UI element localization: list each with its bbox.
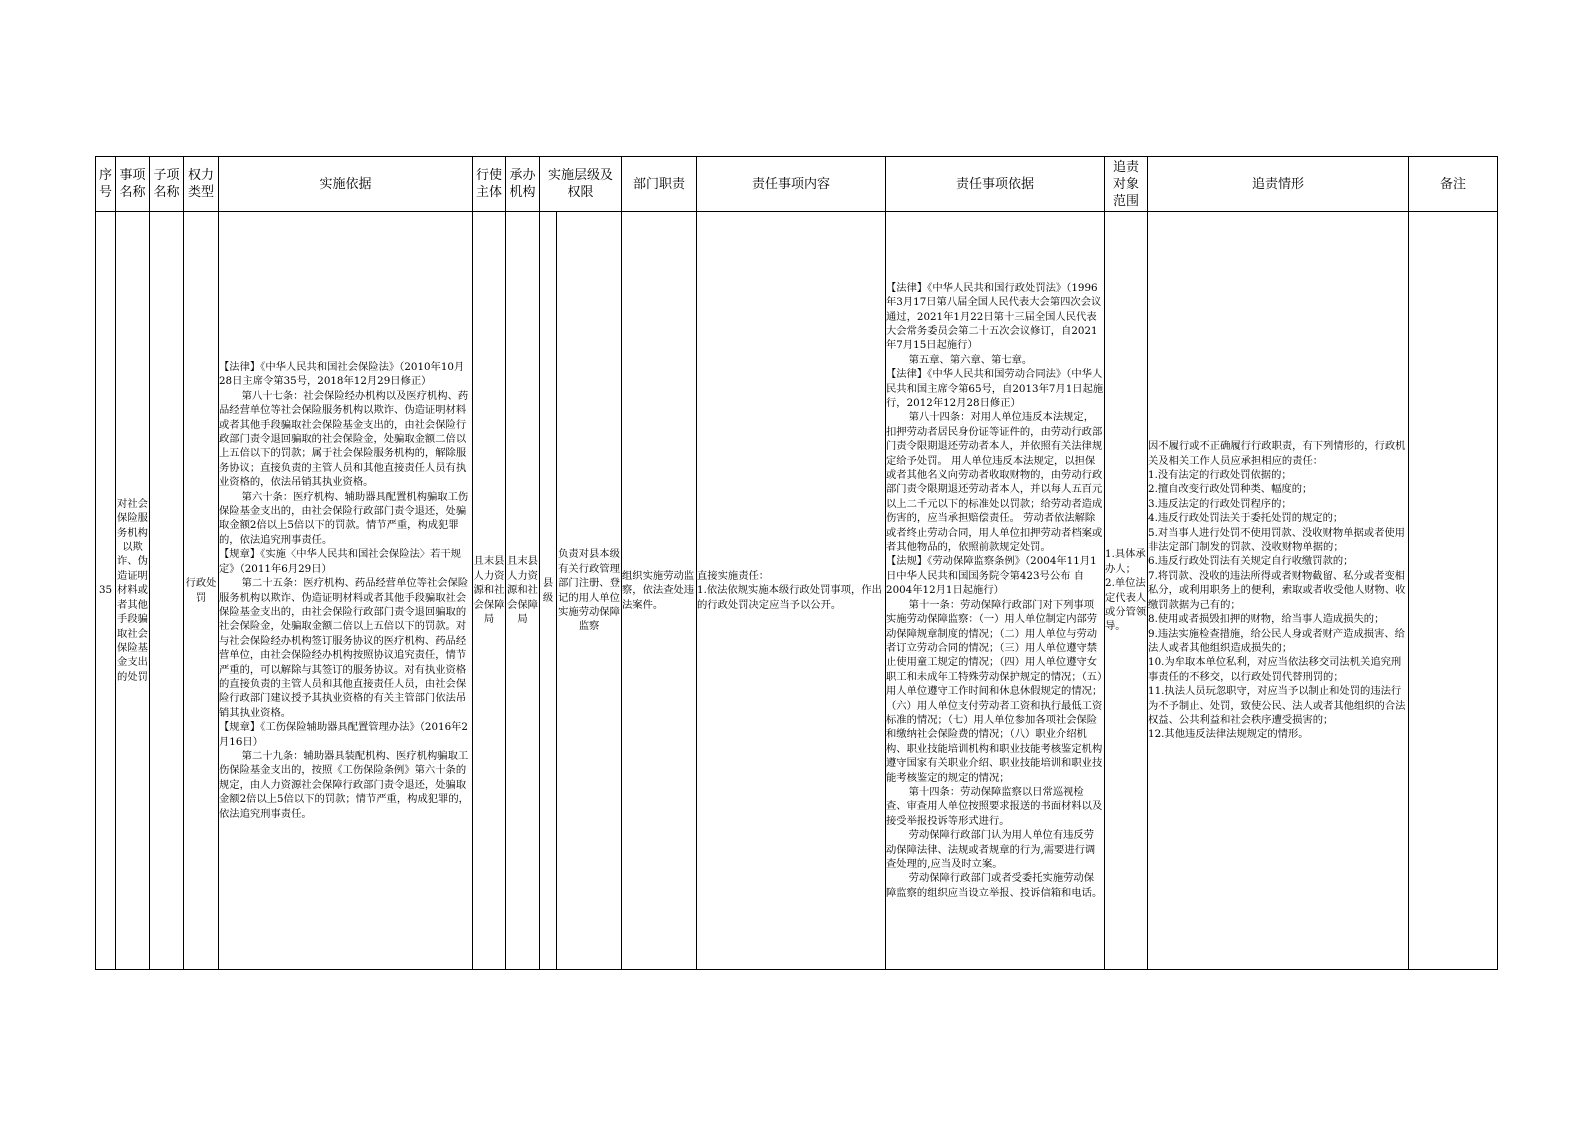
paragraph: 10.为牟取本单位私利，对应当依法移交司法机关追究刑事责任的不移交，以行政处罚代替刑罚的； [1148,656,1402,683]
header-resp-basis: 责任事项依据 [886,157,1105,212]
cell-remarks [1409,212,1498,970]
basis-paragraphs [219,360,472,821]
paragraph: 【法律】《中华人民共和国劳动合同法》（中华人民共和国主席令第65号，自2013年7月1日起施行，2012年12月28日修正） [886,368,1104,410]
cell-exec-subject: 且末县人力资源和社会保障局 [473,212,506,970]
cell-level-desc: 负责对县本级有关行政管理部门注册、登记的用人单位实施劳动保障监察 [557,212,622,970]
resp-content-lines [697,569,885,612]
paragraph: 4.违反行政处罚法关于委托处罚的规定的； [1148,512,1344,525]
header-sub-item: 子项 名称 [150,157,184,212]
scope-lines [1105,547,1147,633]
header-resp-content: 责任事项内容 [697,157,886,212]
paragraph: 第八十四条：对用人单位违反本法规定，扣押劳动者居民身份证等证件的，由劳动行政部门责令限期退还劳动者本人，并依照有关法律规定给予处罚。 用人单位违反本法规定，以担保或者其他名义向劳动者收取财物的，由劳动行政部门责令限期退还劳动者本人，并以每人五百元以上二千元以下的标准处以罚款；给劳动者造成伤害的，应当承担赔偿责任。 劳动者依法解除或者终止劳动合同，用人单位扣押劳动者档案或者其他物品的，依照前款规定处罚。 [886,411,1103,554]
cell-basis [219,212,473,970]
header-accountability-scope: 追责 对象 范围 [1105,157,1148,212]
header-dept-duty: 部门职责 [622,157,697,212]
cell-seq: 35 [96,212,116,970]
paragraph: 11.执法人员玩忽职守，对应当予以制止和处罚的违法行为不予制止、处罚，致使公民、法人或者其他组织的合法权益、公共利益和社会秩序遭受损害的； [1148,685,1406,726]
header-level: 实施层级及 权限 [540,157,622,212]
paragraph: 第二十九条：辅助器具装配机构、医疗机构骗取工伤保险基金支出的，按照《工伤保险条例》第六十条的规定，由人力资源社会保障行政部门责令退还，处骗取金额2倍以上5倍以下的罚款；情节严重，构成犯罪的，依法追究刑事责任。 [219,749,469,820]
paragraph: 第六十条：医疗机构、辅助器具配置机构骗取工伤保险基金支出的，由社会保险行政部门责令退还，处骗取金额2倍以上5倍以下的罚款。情节严重，构成犯罪的，依法追究刑事责任。 [219,490,469,546]
header-item-name: 事项 名称 [116,157,150,212]
paragraph: 因不履行或不正确履行行政职责，有下列情形的，行政机关及相关工作人员应承担相应的责任： [1148,440,1406,467]
paragraph: 第十一条：劳动保障行政部门对下列事项实施劳动保障监察：（一）用人单位制定内部劳动保障规章制度的情况；（二）用人单位与劳动者订立劳动合同的情况；（三）用人单位遵守禁止使用童工规定的情况；（四）用人单位遵守女职工和未成年工特殊劳动保护规定的情况；（五）用人单位遵守工作时间和休息休假规定的情况；（六）用人单位支付劳动者工资和执行最低工资标准的情况；（七）用人单位参加各项社会保险和缴纳社会保险费的情况；（八）职业介绍机构、职业技能培训机构和职业技能考核鉴定机构遵守国家有关职业介绍、职业技能培训和职业技能考核鉴定的规定的情况； [886,598,1103,784]
paragraph: 1.依法依规实施本级行政处罚事项，作出的行政处罚决定应当予以公开。 [697,584,882,611]
paragraph: 【规章】《工伤保险辅助器具配置管理办法》（2016年2月16日） [219,721,468,748]
cell-sub-item [150,212,184,970]
paragraph: 3.违反法定的行政处罚程序的； [1148,497,1292,510]
cell-accountability-cases [1148,212,1409,970]
paragraph: 直接实施责任： [697,569,770,582]
header-basis: 实施依据 [219,157,473,212]
cell-resp-basis [886,212,1105,970]
cell-resp-content [697,212,886,970]
header-handling-org: 承办 机构 [506,157,540,212]
paragraph: 7.将罚款、没收的违法所得或者财物截留、私分或者变相私分，或利用职务上的便利，索取或者收受他人财物、收缴罚款据为己有的； [1148,569,1406,611]
cell-item-name: 对社会保险服务机构以欺诈、伪造证明材料或者其他手段骗取社会保险基金支出的处罚 [116,212,150,970]
header-row [96,157,1498,212]
paragraph: 第八十七条：社会保险经办机构以及医疗机构、药品经营单位等社会保险服务机构以欺诈、伪造证明材料或者其他手段骗取社会保险基金支出的，由社会保险行政部门责令退回骗取的社会保险金，处骗取金额二倍以上五倍以下的罚款；属于社会保险服务机构的，解除服务协议；直接负责的主管人员和其他直接责任人员有执业资格的，依法吊销其执业资格。 [219,389,469,489]
header-accountability-cases: 追责情形 [1148,157,1409,212]
paragraph: 1.具体承办人； [1105,548,1146,575]
paragraph: 劳动保障行政部门或者受委托实施劳动保障监察的组织应当设立举报、投诉信箱和电话。 [886,872,1103,899]
resp-basis-paragraphs [886,281,1104,900]
paragraph: 【规章】《实施〈中华人民共和国社会保险法〉若干规定》（2011年6月29日） [219,548,461,575]
paragraph: 第五章、第六章、第七章。 [908,353,1033,366]
header-seq: 序 号 [96,157,116,212]
paragraph: 【法律】《中华人民共和国行政处罚法》（1996年3月17日第八届全国人民代表大会第四次会议通过，2021年1月22日第十三届全国人民代表大会常务委员会第二十五次会议修订，自2021年7月15日起施行） [886,281,1102,352]
header-exec-subject: 行使 主体 [473,157,506,212]
cell-dept-duty: 组织实施劳动监察，依法查处违法案件。 [622,212,697,970]
paragraph: 6.违反行政处罚法有关规定自行收缴罚款的； [1148,555,1354,568]
header-remarks: 备注 [1409,157,1498,212]
paragraph: 劳动保障行政部门认为用人单位有违反劳动保障法律、法规或者规章的行为,需要进行调查处理的,应当及时立案。 [886,829,1096,871]
paragraph: 12.其他违反法律法规规定的情形。 [1148,728,1309,741]
paragraph: 1.没有法定的行政处罚依据的； [1148,469,1292,482]
paragraph: 第二十五条：医疗机构、药品经营单位等社会保险服务机构以欺诈、伪造证明材料或者其他手段骗取社会保险基金支出的，由社会保险行政部门责令退回骗取的社会保险金，处骗取金额二倍以上五倍以下的罚款。对与社会保险经办机构签订服务协议的医疗机构、药品经营单位，由社会保险经办机构按照协议追究责任，情节严重的，可以解除与其签订的服务协议。对有执业资格的直接负责的主管人员和其他直接责任人员，由社会保险行政部门建议授予其执业资格的有关主管部门依法吊销其执业资格。 [219,577,469,719]
paragraph: 8.使用或者损毁扣押的财物，给当事人造成损失的； [1148,613,1385,626]
paragraph: 【法规】《劳动保障监察条例》（2004年11月1日中华人民共和国国务院令第423号公布 自2004年12月1日起施行） [886,555,1097,597]
cases-lines [1148,439,1408,742]
cell-handling-org: 且末县人力资源和社会保障局 [506,212,540,970]
cell-power-type: 行政处罚 [184,212,219,970]
cell-accountability-scope [1105,212,1148,970]
paragraph: 2.擅自改变行政处罚种类、幅度的； [1148,483,1313,496]
power-list-table [95,156,1498,970]
header-power-type: 权力 类型 [184,157,219,212]
paragraph: 【法律】《中华人民共和国社会保险法》（2010年10月28日主席令第35号，2018年12月29日修正） [219,361,465,388]
table-row [96,212,1498,970]
paragraph: 2.单位法定代表人或分管领导。 [1105,577,1147,633]
paragraph: 第十四条：劳动保障监察以日常巡视检查、审查用人单位按照要求报送的书面材料以及接受举报投诉等形式进行。 [886,785,1103,827]
cell-level-label: 县级 [540,212,557,970]
paragraph: 5.对当事人进行处罚不使用罚款、没收财物单据或者使用非法定部门制发的罚款、没收财物单据的； [1148,526,1405,554]
paragraph: 9.违法实施检查措施，给公民人身或者财产造成损害、给法人或者其他组织造成损失的； [1148,627,1405,654]
